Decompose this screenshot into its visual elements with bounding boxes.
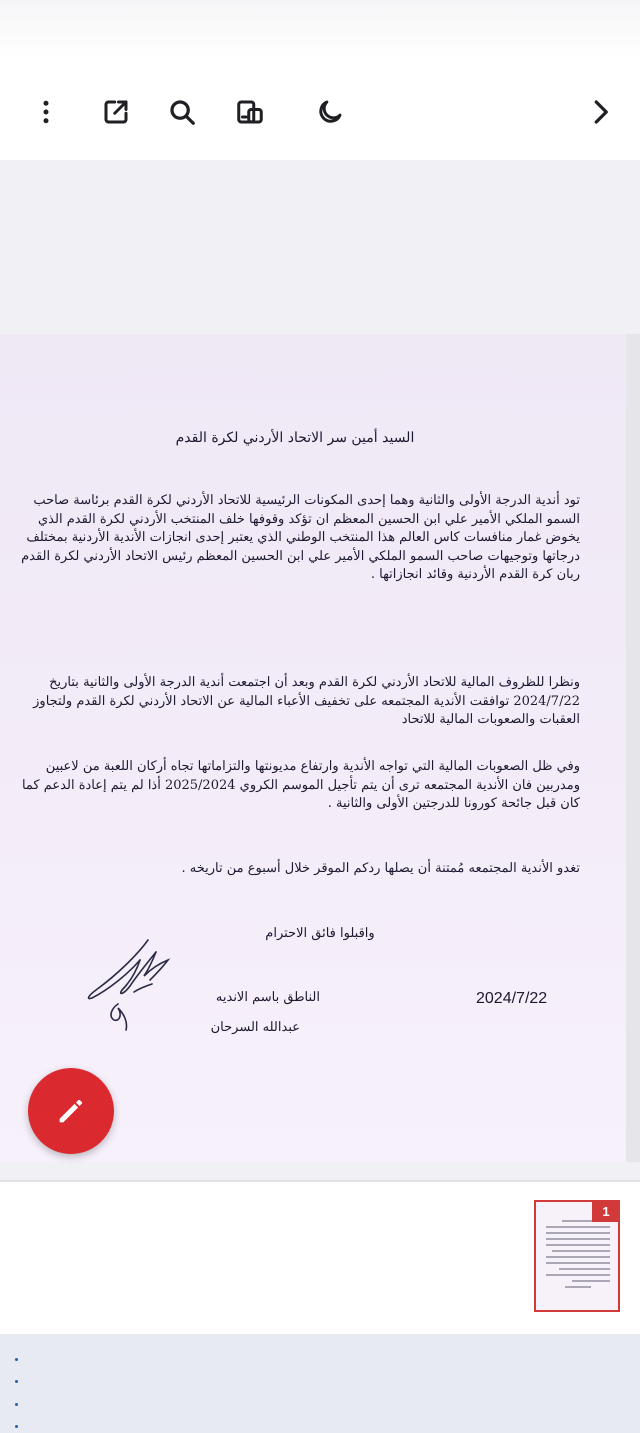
letter-paragraph-3: وفي ظل الصعوبات المالية التي تواجه الأندية وارتفاع مديونتها والتزاماتها تجاه أركان اللعبة من لاعبين ومدربين فان الأندية المجتمعه ترى أن يتم تأجيل الموسم الكروي 2025/2024 أذا لم يتم إعادة الدعم كما كان قبل جائحة كورونا للدرجتين الأولى والثانية . <box>21 759 580 812</box>
search-icon <box>167 97 197 127</box>
open-external-button[interactable] <box>96 92 136 132</box>
letter-closing: واقبلوا فائق الاحترام <box>265 926 375 941</box>
thumbnail-preview <box>546 1220 610 1292</box>
reader-mode-button[interactable] <box>230 92 270 132</box>
drag-handle[interactable] <box>12 1358 20 1428</box>
search-button[interactable] <box>162 92 202 132</box>
open-external-icon <box>101 97 131 127</box>
page-number-badge: 1 <box>592 1200 620 1222</box>
letter-paragraph-1: تود أندية الدرجة الأولى والثانية وهما إحدى المكونات الرئيسية للاتحاد الأردني لكرة القدم برئاسة صاحب السمو الملكي الأمير علي ابن الحسين المعظم ان تؤكد وقوفها خلف المنتخب الأردني لكرة القدم الذي يخوض غمار منافسات كاس العالم هذا المنتخب الوطني الذي يعتبر إحدى انجازات الأندية الأردنية بمختلف درجاتها وتوجيهات صاحب السمو الملكي الأمير علي ابن الحسين المعظم رئيس الاتحاد الأردني لكرة القدم ربان كرة القدم الأردنية وقائد انجازاتها . <box>21 493 580 583</box>
reader-mode-icon <box>235 97 265 127</box>
more-options-button[interactable] <box>26 92 66 132</box>
dark-mode-icon <box>315 97 345 127</box>
signer-name: عبدالله السرحان <box>210 1020 300 1035</box>
spokesperson-title: الناطق باسم الانديه <box>215 990 320 1005</box>
viewer-toolbar <box>0 70 640 154</box>
more-vert-icon <box>31 97 61 127</box>
letter-paragraph-2: ونظرا للظروف المالية للاتحاد الأردني لكرة القدم وبعد أن اجتمعت أندية الدرجة الأولى والثانية بتاريخ 2024/7/22 توافقت الأندية المجتمعه على تخفيف الأعباء المالية عن الاتحاد الأردني لكرة القدم ولتجاوز العقبات والصعوبات المالية للاتحاد <box>33 675 580 728</box>
letter-heading: السيد أمين سر الاتحاد الأردني لكرة القدم <box>175 430 415 446</box>
dark-mode-button[interactable] <box>310 92 350 132</box>
edit-button[interactable] <box>28 1068 114 1154</box>
pencil-icon <box>54 1094 88 1128</box>
letter-date: 2024/7/22 <box>476 990 548 1007</box>
document-page[interactable] <box>0 334 626 1162</box>
letter-paragraph-4: تغدو الأندية المجتمعه مُمتنة أن يصلها ردكم الموقر خلال أسبوع من تاريخه . <box>181 861 580 876</box>
next-icon <box>585 97 615 127</box>
handwritten-signature <box>78 934 188 1034</box>
status-bar-area <box>0 0 640 60</box>
page-edge <box>626 334 640 1162</box>
next-button[interactable] <box>580 92 620 132</box>
bottom-panel <box>0 1334 640 1433</box>
